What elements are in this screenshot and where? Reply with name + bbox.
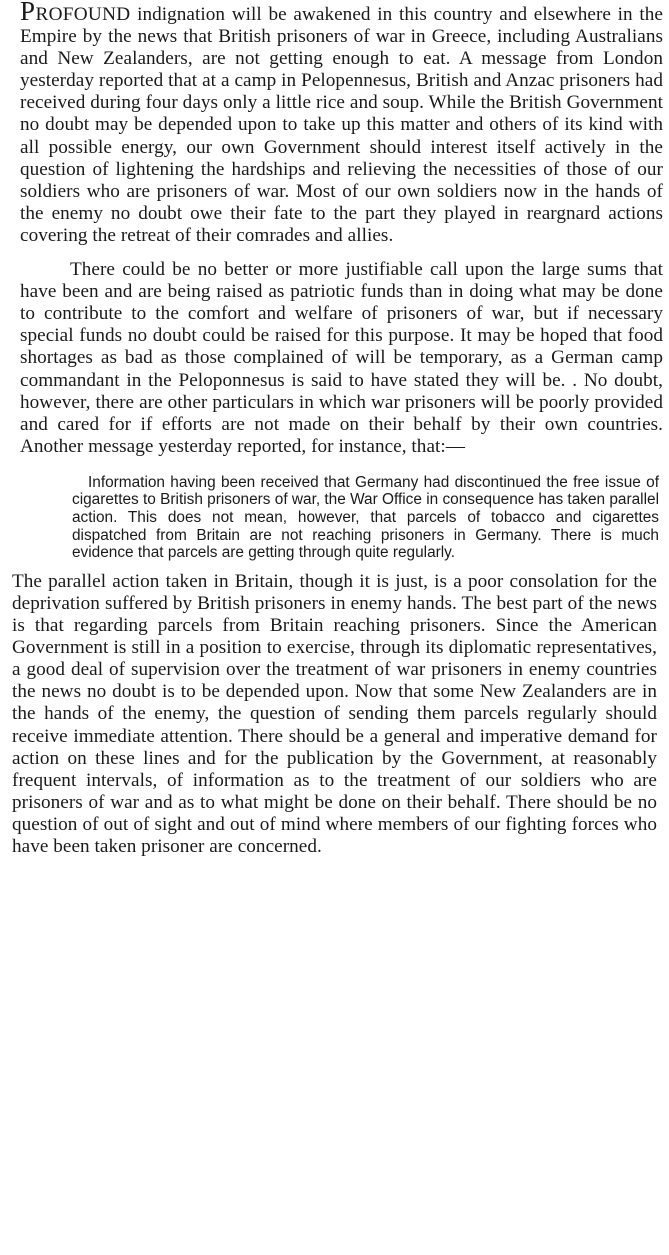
paragraph-3: The parallel action taken in Britain, though it is just, is a poor consolation for the deprivation suffered by British prisoners in enemy hands. The best part of the news is that regarding parcels from Britain reaching prisoners. Since the American Government is still in a position to exercise, through its diplomatic representatives, a good deal of supervision over the treatment of war prisoners in enemy countries the news no doubt is to be depended upon. Now that some New Zealanders are in the hands of the enemy, the question of sending them parcels regularly should receive immediate attention. There should be a general and imperative demand for action on these lines and for the publication by the Government, at reasonably frequent intervals, of information as to the treatment of our soldiers who are prisoners of war and as to what might be done on their behalf. There should be no question of out of sight and out of mind where members of our fighting forces who have been taken prisoner are concerned. — [12, 570, 657, 857]
paragraph-2: There could be no better or more justifiable call upon the large sums that have been and are being raised as patriotic funds than in doing what may be done to contribute to the comfort and welfare of prisoners of war, but if necessary special funds no doubt could be raised for this purpose. It may be hoped that food shortages as bad as those complained of will be temporary, as a German camp commandant in the Peloponnesus is said to have stated they will be. . No doubt, however, there are other particulars in which war prisoners will be poorly provided and cared for if efforts are not made on their behalf by their own countries. Another message yesterday reported, for instance, that:— — [20, 259, 663, 457]
drop-cap-letter: P — [20, 0, 36, 26]
opening-capitals: ROFOUND — [35, 4, 131, 25]
paragraph-1-text: indignation will be awakened in this country and elsewhere in the Empire by the news that British prisoners of war in Greece, including Australians and New Zealanders, are not getting enough to eat. A message from London yesterday reported that at a camp in Pelopennesus, British and Anzac prisoners had received during four days only a little rice and soup. While the British Government no doubt may be depended upon to take up this matter and others of its kind with all possible energy, our own Government should interest itself actively in the question of lightening the hardships and relieving the necessities of those of our soldiers who are prisoners of war. Most of our own soldiers now in the hands of the enemy no doubt owe their fate to the part they played in reargnard actions covering the retreat of their comrades and allies. — [20, 4, 663, 246]
quoted-message: Information having been received that Germany had discontinued the free issue of cigarettes to British prisoners of war, the War Office in consequence has taken parallel action. This does not mean, however, that parcels of tobacco and cigarettes dispatched from Britain are not reaching prisoners in Germany. There is much evidence that parcels are getting through quite regularly. — [72, 473, 659, 562]
paragraph-1 — [12, 0, 663, 247]
